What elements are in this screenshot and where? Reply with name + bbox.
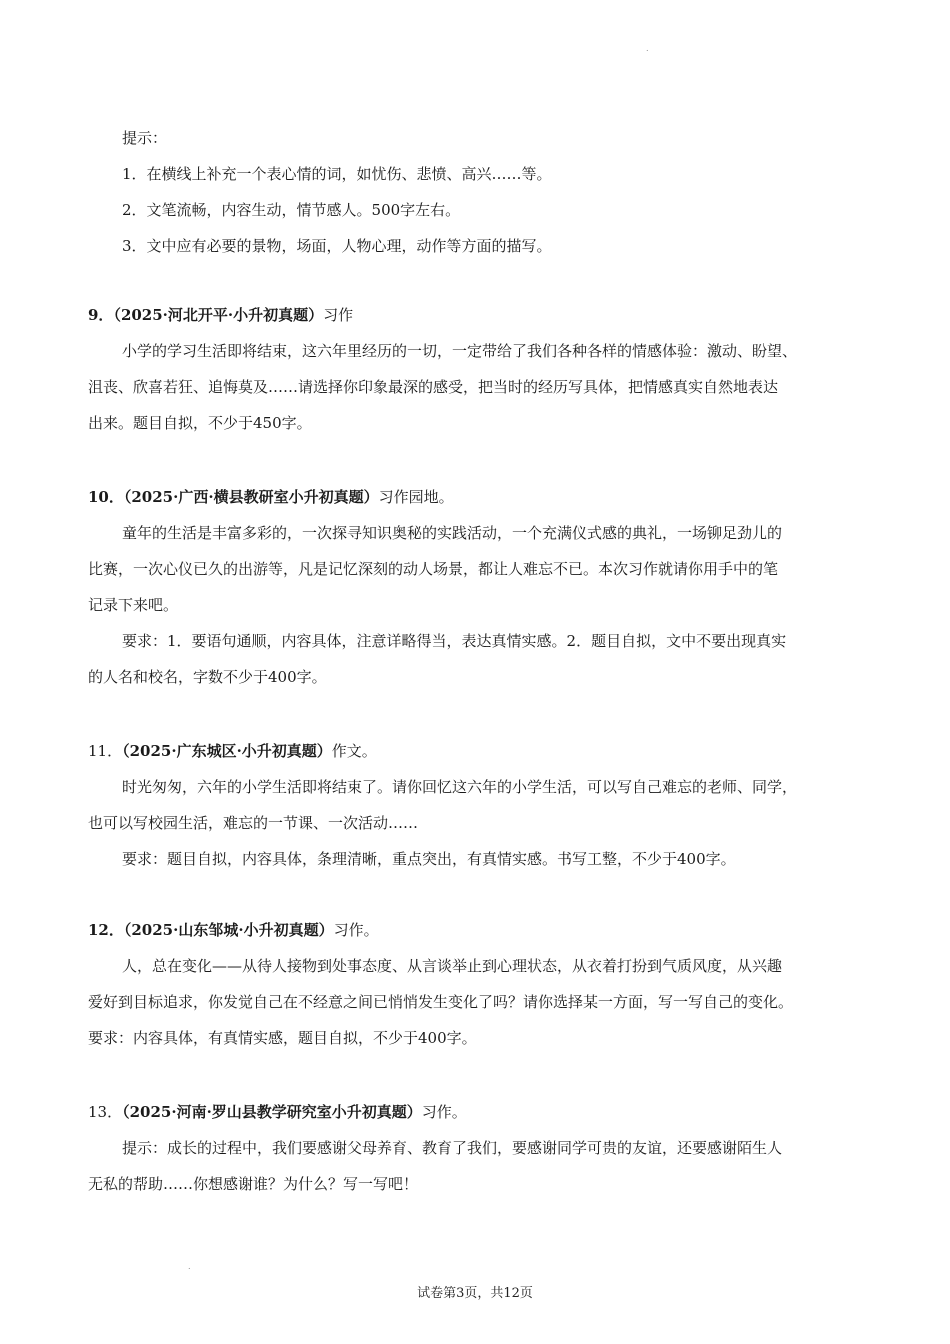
question-text-line: 爱好到目标追求，你发觉自己在不经意之间已悄悄发生变化了吗？请你选择某一方面，写一写自己的变化。 — [88, 993, 794, 1011]
question-number: 13． — [88, 1103, 123, 1121]
page-mark-dot: . — [188, 1262, 191, 1271]
question-text-line: 小学的学习生活即将结束，这六年里经历的一切，一定带给了我们各种各样的情感体验：激动、盼望、 — [122, 342, 798, 360]
question-type: 习作。 — [421, 1103, 467, 1121]
question-source: （2025·河南·罗山县教学研究室小升初真题） — [122, 1103, 422, 1121]
question-text-line: 无私的帮助……你想感谢谁？为什么？写一写吧！ — [88, 1175, 419, 1193]
question-source: （2025·河北开平·小升初真题） — [113, 306, 324, 324]
question-text-line: 沮丧、欣喜若狂、追悔莫及……请选择你印象最深的感受，把当时的经历写具体，把情感真实自然地表达 — [88, 378, 779, 396]
question-text-line: 时光匆匆，六年的小学生活即将结束了。请你回忆这六年的小学生活，可以写自己难忘的老师、同学， — [122, 778, 798, 796]
question-text-line: 记录下来吧。 — [88, 596, 179, 614]
hint-item: 1．在横线上补充一个表心情的词，如忧伤、悲愤、高兴……等。 — [122, 165, 552, 183]
question-number: 12． — [88, 921, 124, 939]
question-text-line: 人，总在变化——从待人接物到处事态度、从言谈举止到心理状态，从衣着打扮到气质风度，从兴趣 — [122, 957, 783, 975]
question-10 — [88, 479, 868, 695]
question-12 — [88, 912, 868, 1056]
question-source: （2025·广东城区·小升初真题） — [122, 742, 332, 760]
hint-item: 2．文笔流畅，内容生动，情节感人。500字左右。 — [122, 201, 461, 219]
hint-item: 3．文中应有必要的景物，场面，人物心理，动作等方面的描写。 — [122, 237, 552, 255]
question-number: 10． — [88, 488, 124, 506]
question-type: 习作园地。 — [378, 488, 454, 506]
question-requirement-line: 的人名和校名，字数不少于400字。 — [88, 668, 327, 686]
question-number: 9． — [88, 306, 114, 324]
question-requirement-line: 要求：题目自拟，内容具体，条理清晰，重点突出，有真情实感。书写工整，不少于400字。 — [122, 850, 736, 868]
question-9 — [88, 297, 868, 441]
question-text-line: 比赛，一次心仪已久的出游等，凡是记忆深刻的动人场景，都让人难忘不已。本次习作就请你用手中的笔 — [88, 560, 779, 578]
question-13 — [88, 1094, 868, 1202]
page-mark-dot: . — [646, 44, 649, 53]
question-requirement-line: 要求：内容具体，有真情实感，题目自拟，不少于400字。 — [88, 1029, 477, 1047]
question-text-line: 提示：成长的过程中，我们要感谢父母养育、教育了我们，要感谢同学可贵的友谊，还要感谢陌生人 — [122, 1139, 783, 1157]
question-number: 11． — [88, 742, 123, 760]
question-heading — [88, 733, 868, 769]
question-heading — [88, 912, 868, 948]
question-type: 习作 — [323, 306, 354, 324]
page-footer: 试卷第3页，共12页 — [417, 1286, 533, 1301]
question-source: （2025·山东邹城·小升初真题） — [123, 921, 334, 939]
question-heading — [88, 1094, 868, 1130]
question-text-line: 童年的生活是丰富多彩的，一次探寻知识奥秘的实践活动，一个充满仪式感的典礼，一场铆足劲儿的 — [122, 524, 783, 542]
question-text-line: 也可以写校园生活，难忘的一节课、一次活动…… — [88, 814, 419, 832]
question-heading — [88, 479, 868, 515]
question-text-line: 出来。题目自拟，不少于450字。 — [88, 414, 312, 432]
question-requirement-line: 要求：1．要语句通顺，内容具体，注意详略得当，表达真情实感。2．题目自拟，文中不要出现真实 — [122, 632, 787, 650]
question-heading — [88, 297, 868, 333]
question-type: 习作。 — [333, 921, 379, 939]
hint-label: 提示： — [122, 129, 168, 147]
question-type: 作文。 — [331, 742, 377, 760]
question-source: （2025·广西·横县教研室小升初真题） — [123, 488, 379, 506]
hint-block — [88, 120, 868, 264]
question-11 — [88, 733, 868, 877]
